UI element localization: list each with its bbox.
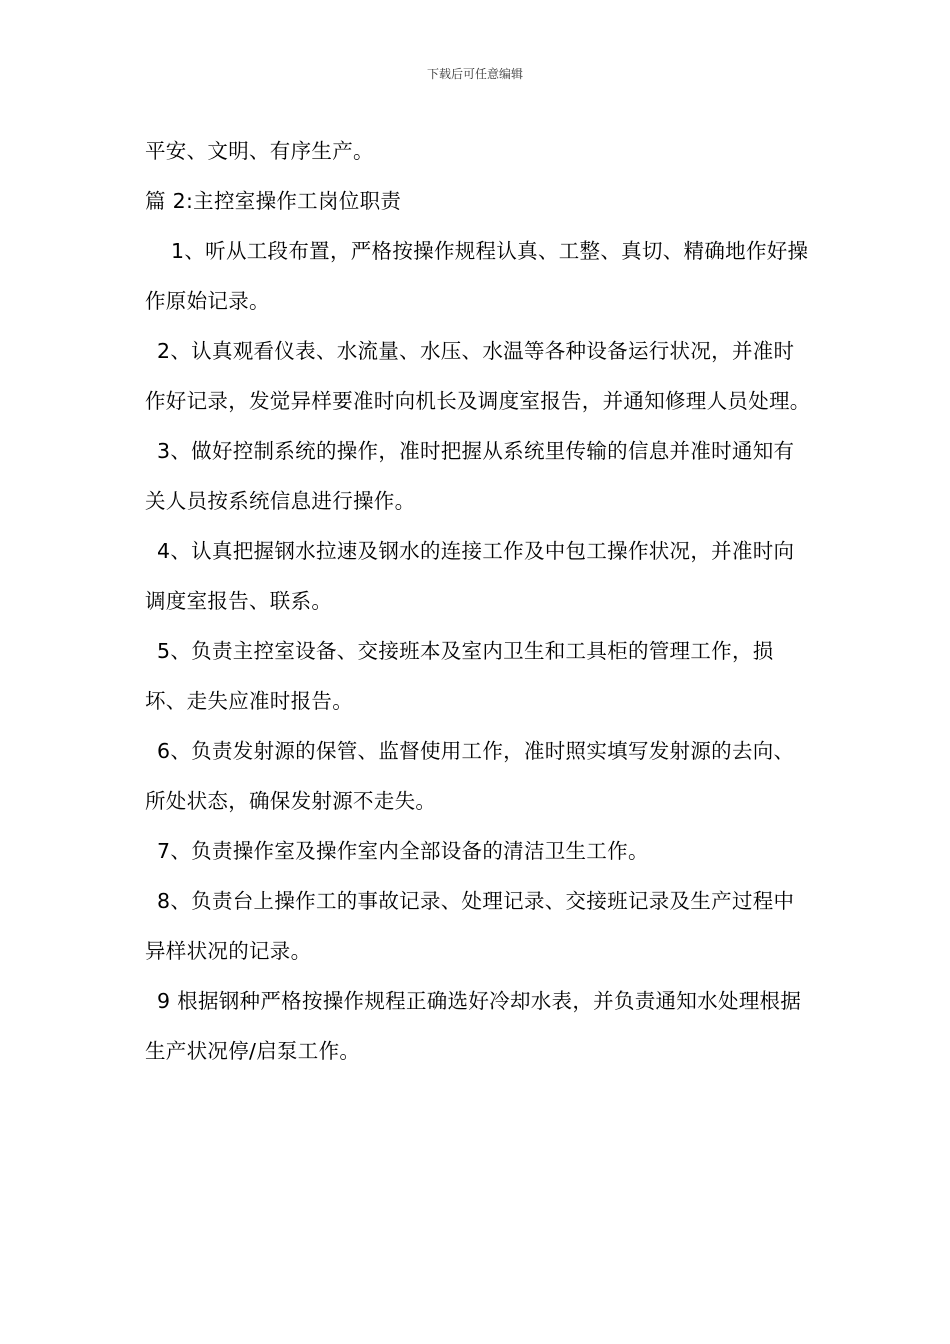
paragraph-item-7: 7、负责操作室及操作室内全部设备的清洁卫生工作。 [157,839,649,863]
paragraph-item-4: 4、认真把握钢水拉速及钢水的连接工作及中包工操作状况，并准时向调度室报告、联系。 [145,539,795,613]
paragraph-item-8: 8、负责台上操作工的事故记录、处理记录、交接班记录及生产过程中异样状况的记录。 [145,889,795,963]
paragraph-item-1: 1、听从工段布置，严格按操作规程认真、工整、真切、精确地作好操作原始记录。 [145,239,809,313]
paragraph-item-5: 5、负责主控室设备、交接班本及室内卫生和工具柜的管理工作，损坏、走失应准时报告。 [145,639,774,713]
paragraph-intro: 平安、文明、有序生产。 [145,139,374,163]
paragraph-item-9: 9 根据钢种严格按操作规程正确选好冷却水表，并负责通知水处理根据生产状况停/启泵工作。 [145,989,802,1063]
section-title: 篇 2:主控室操作工岗位职责 [145,189,402,213]
paragraph-item-3: 3、做好控制系统的操作，准时把握从系统里传输的信息并准时通知有关人员按系统信息进行操作。 [145,439,795,513]
paragraph-item-2: 2、认真观看仪表、水流量、水压、水温等各种设备运行状况，并准时作好记录，发觉异样要准时向机长及调度室报告，并通知修理人员处理。 [145,339,811,413]
document-body [145,126,815,1076]
paragraph-item-6: 6、负责发射源的保管、监督使用工作，准时照实填写发射源的去向、所处状态，确保发射源不走失。 [145,739,795,813]
header-note: 下载后可任意编辑 [426,67,523,81]
